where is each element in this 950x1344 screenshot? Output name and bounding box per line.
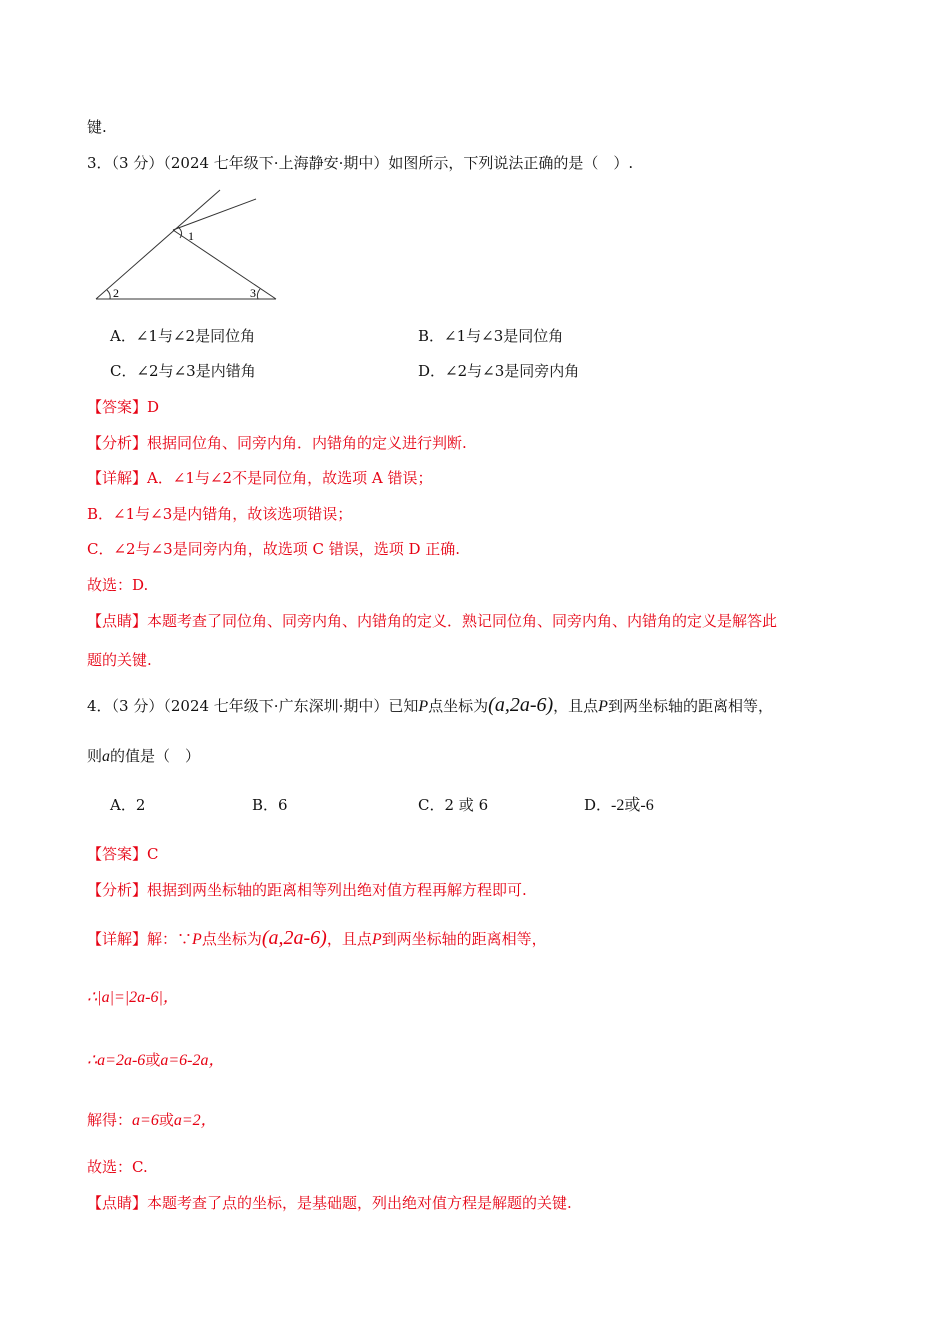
angle-3-arc (257, 289, 260, 299)
option-text: ∠1与∠2是同位角 (135, 327, 256, 345)
option-letter: D． (584, 796, 612, 814)
detail-post2: 到两坐标轴的距离相等， (381, 930, 547, 948)
q4-var: a (102, 748, 111, 765)
detail-text: A．∠1与∠2不是同位角，故选项 A 错误； (147, 469, 433, 487)
q4-stem-line2-post: 的值是（ ） (110, 747, 201, 765)
prev-tail: 键. (87, 118, 107, 136)
answer-tag: 【答案】 (87, 845, 148, 863)
step2-a: ∴a=2a-6 (87, 1052, 146, 1069)
analysis-text: 根据到两坐标轴的距离相等列出绝对值方程再解方程即可. (147, 881, 527, 899)
detail-tag: 【详解】 (87, 930, 148, 948)
q3-option-c (110, 361, 256, 381)
comment-text: 本题考查了点的坐标，是基础题，列出绝对值方程是解题的关键. (147, 1194, 572, 1212)
option-text: 2 (135, 796, 146, 814)
analysis-tag: 【分析】 (87, 434, 148, 452)
step2-b: a=6-2a， (160, 1052, 225, 1069)
angle-2-arc (107, 290, 110, 299)
q4-stem-mid: 点坐标为 (428, 697, 489, 715)
q4-source: （2024 七年级下·广东深圳·期中） (163, 697, 389, 715)
q4-step-2 (87, 1050, 224, 1071)
step2-or: 或 (145, 1051, 161, 1069)
q3-analysis (87, 433, 467, 453)
analysis-text: 根据同位角、同旁内角．内错角的定义进行判断. (147, 434, 467, 452)
option-letter: D． (418, 362, 446, 380)
q4-coord: (a,2a-6) (488, 694, 554, 716)
q4-detail (87, 928, 547, 950)
option-letter: C． (110, 362, 137, 380)
q3-answer (87, 397, 159, 417)
q4-comment (87, 1193, 572, 1213)
q4-score: （3 分） (111, 697, 164, 715)
q3-number: 3． (87, 154, 112, 172)
figure-upper-ray (173, 199, 256, 230)
comment-tag: 【点睛】 (87, 1194, 148, 1212)
answer-value: C (147, 845, 159, 863)
q3-detail-a (87, 468, 432, 488)
q3-geometry-figure (90, 186, 290, 306)
detail-intro: 解：∵ (147, 930, 193, 948)
angle-2-label: 2 (113, 286, 119, 300)
q3-stem-line (87, 153, 633, 173)
q4-stem-post2: 到两坐标轴的距离相等， (607, 697, 773, 715)
option-letter: B． (418, 327, 445, 345)
detail-post: ，且点 (326, 930, 372, 948)
q3-detail-b: B．∠1与∠3是内错角，故该选项错误； (87, 505, 353, 523)
q4-option-a (110, 795, 145, 815)
figure-left-ray (96, 190, 220, 299)
q4-number: 4． (87, 697, 112, 715)
solve-or: 或 (158, 1111, 174, 1129)
q4-option-d (584, 795, 654, 816)
analysis-tag: 【分析】 (87, 881, 148, 899)
option-text: ∠2与∠3是内错角 (136, 362, 256, 380)
angle-3-label: 3 (250, 286, 256, 300)
q4-option-b (252, 795, 288, 815)
option-text: ∠2与∠3是同旁内角 (445, 362, 580, 380)
option-text: 2 或 6 (444, 796, 489, 814)
option-letter: A． (110, 796, 136, 814)
option-text: -2或-6 (611, 797, 654, 814)
q4-choose: 故选：C. (87, 1158, 148, 1176)
q3-source: （2024 七年级下·上海静安·期中） (163, 154, 389, 172)
angle-1-arc (178, 227, 182, 238)
q3-option-d (418, 361, 579, 381)
q4-answer (87, 844, 159, 864)
angle-1-label: 1 (188, 229, 194, 243)
q4-stem-line2-pre: 则 (87, 747, 103, 765)
option-text: ∠1与∠3是同位角 (444, 327, 564, 345)
q3-choose: 故选：D. (87, 576, 149, 594)
detail-tag: 【详解】 (87, 469, 148, 487)
answer-tag: 【答案】 (87, 398, 148, 416)
q4-stem-line-2 (87, 746, 200, 767)
detail-coord: (a,2a-6) (261, 927, 327, 949)
q3-score: （3 分） (111, 154, 164, 172)
q3-option-b (418, 326, 563, 346)
detail-point: P (192, 931, 202, 948)
option-letter: B． (252, 796, 279, 814)
comment-tag: 【点睛】 (87, 612, 148, 630)
solve-a: a=6 (132, 1112, 159, 1129)
detail-point-2: P (371, 931, 382, 948)
detail-mid: 点坐标为 (201, 930, 262, 948)
q4-point-2: P (598, 698, 608, 715)
q4-solve (87, 1110, 217, 1131)
q3-stem: 如图所示，下列说法正确的是（ ）. (388, 154, 634, 172)
comment-text: 本题考查了同位角、同旁内角、内错角的定义．熟记同位角、同旁内角、内错角的定义是解答此 (147, 612, 778, 630)
solve-label: 解得： (87, 1111, 133, 1129)
q3-detail-c: C．∠2与∠3是同旁内角，故选项 C 错误，选项 D 正确. (87, 540, 461, 558)
q4-option-c (418, 795, 488, 815)
option-text: 6 (278, 796, 288, 814)
q4-stem-pre: 已知 (388, 697, 419, 715)
q4-stem-line (87, 695, 773, 717)
q4-point: P (418, 698, 429, 715)
q3-comment (87, 611, 777, 631)
q4-step-1: ∴|a|=|2a-6|， (87, 989, 179, 1006)
q3-comment-cont: 题的关键. (87, 651, 152, 669)
q4-analysis (87, 880, 527, 900)
answer-value: D (147, 398, 160, 416)
option-letter: A． (110, 327, 136, 345)
option-letter: C． (418, 796, 445, 814)
q4-stem-post: ，且点 (553, 697, 599, 715)
solve-b: a=2， (173, 1112, 217, 1129)
q3-option-a (110, 326, 255, 346)
